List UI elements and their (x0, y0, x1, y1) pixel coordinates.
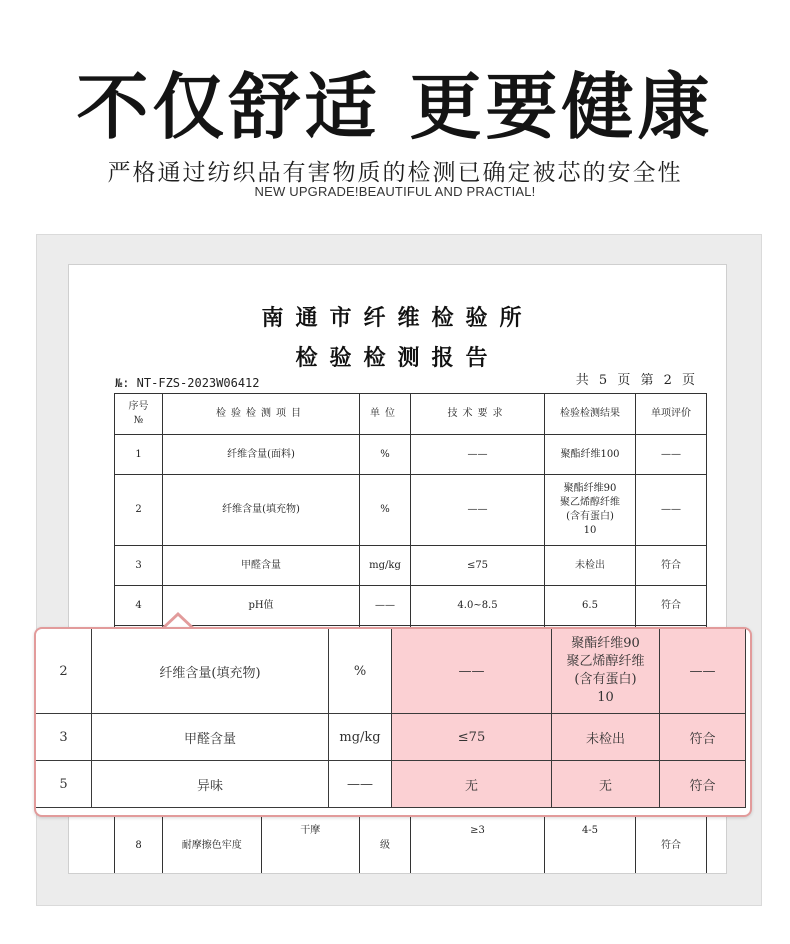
zoom-cell-item: 异味 (92, 761, 329, 808)
zoom-row (36, 629, 746, 714)
cell-unit: % (360, 475, 411, 546)
cell-requirement: ≥3 (411, 816, 545, 874)
cell-result: 聚酯纤维100 (545, 435, 636, 475)
cell-unit: 级 (360, 816, 411, 874)
zoom-cell-no: 2 (36, 629, 92, 714)
report-number: №: NT-FZS-2023W06412 (115, 376, 260, 390)
zoom-cell-item: 纤维含量(填充物) (92, 629, 329, 714)
result-line: 10 (597, 690, 614, 705)
zoom-cell-requirement: —— (392, 629, 552, 714)
cell-item: 甲醛含量 (163, 546, 360, 586)
report-org: 南通市纤维检验所 (261, 305, 534, 331)
headline: 不仅舒适 更要健康 (76, 65, 714, 149)
zoom-row (36, 761, 746, 808)
cell-item (163, 816, 360, 874)
english-slogan: NEW UPGRADE!BEAUTIFUL AND PRACTIAL! (254, 184, 536, 199)
table-row (115, 435, 707, 475)
header-no (115, 394, 163, 435)
cell-item: pH值 (163, 586, 360, 626)
cell-requirement: ≤75 (411, 546, 545, 586)
report-title: 检验检测报告 (295, 345, 500, 371)
zoom-cell-requirement: ≤75 (392, 714, 552, 761)
cell-item-sub: 干摩 (300, 825, 321, 836)
cell-evaluation: —— (636, 475, 707, 546)
zoom-cell-requirement: 无 (392, 761, 552, 808)
cell-evaluation: 符合 (636, 816, 707, 874)
cell-requirement: —— (411, 435, 545, 475)
header-unit: 单位 (360, 394, 411, 435)
cell-no: 8 (115, 816, 163, 874)
header-evaluation: 单项评价 (636, 394, 707, 435)
table-row (115, 816, 707, 874)
cell-item: 纤维含量(填充物) (163, 475, 360, 546)
result-line: 10 (583, 525, 597, 536)
table-header-row (115, 394, 707, 435)
cell-result: 4-5 (545, 816, 636, 874)
cell-no: 3 (115, 546, 163, 586)
cell-unit: % (360, 435, 411, 475)
cell-requirement: —— (411, 475, 545, 546)
zoom-cell-result (552, 629, 660, 714)
cell-result (545, 475, 636, 546)
cell-result: 6.5 (545, 586, 636, 626)
header-result: 检验检测结果 (545, 394, 636, 435)
cell-requirement: 4.0~8.5 (411, 586, 545, 626)
cell-item: 纤维含量(面料) (163, 435, 360, 475)
zoom-cell-no: 3 (36, 714, 92, 761)
zoom-cell-unit: % (329, 629, 392, 714)
zoom-row (36, 714, 746, 761)
page-info: 共 5 页 第 2 页 (575, 373, 698, 388)
cell-no: 1 (115, 435, 163, 475)
zoom-cell-unit: mg/kg (329, 714, 392, 761)
zoom-cell-no: 5 (36, 761, 92, 808)
zoom-cell-evaluation: —— (660, 629, 746, 714)
result-line: 聚酯纤维90 (563, 483, 617, 494)
zoom-cell-unit: —— (329, 761, 392, 808)
cell-unit: mg/kg (360, 546, 411, 586)
table-row (115, 475, 707, 546)
header-item: 检验检测项目 (163, 394, 360, 435)
result-line: 聚乙烯醇纤维 (566, 654, 645, 669)
cell-evaluation: 符合 (636, 546, 707, 586)
cell-no: 2 (115, 475, 163, 546)
header-requirement: 技术要求 (411, 394, 545, 435)
cell-unit: —— (360, 586, 411, 626)
header-no-label: 序号 (128, 401, 149, 412)
zoom-cell-result: 未检出 (552, 714, 660, 761)
cell-no: 4 (115, 586, 163, 626)
zoom-cell-evaluation: 符合 (660, 714, 746, 761)
header-no-symbol: № (133, 415, 144, 426)
result-line: (含有蛋白) (574, 672, 637, 687)
table-row (115, 586, 707, 626)
zoom-cell-result: 无 (552, 761, 660, 808)
result-line: 聚乙烯醇纤维 (560, 497, 620, 508)
cell-result: 未检出 (545, 546, 636, 586)
result-line: 聚酯纤维90 (571, 636, 640, 651)
zoom-cell-item: 甲醛含量 (92, 714, 329, 761)
subheadline: 严格通过纺织品有害物质的检测已确定被芯的安全性 (107, 160, 683, 186)
zoom-cell-evaluation: 符合 (660, 761, 746, 808)
result-line: (含有蛋白) (566, 511, 614, 522)
zoom-callout (34, 627, 752, 817)
cell-evaluation: 符合 (636, 586, 707, 626)
cell-evaluation: —— (636, 435, 707, 475)
zoom-table (36, 629, 746, 808)
table-row (115, 546, 707, 586)
cell-item-main: 耐摩擦色牢度 (163, 816, 262, 873)
